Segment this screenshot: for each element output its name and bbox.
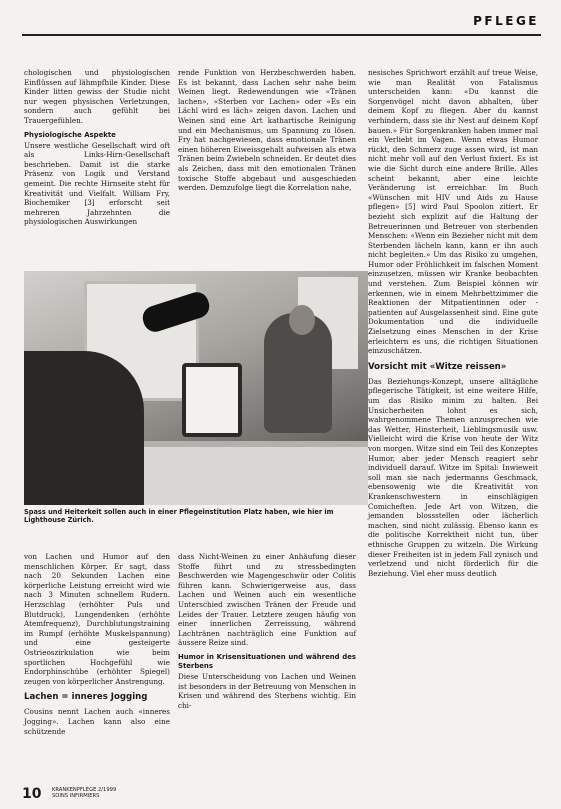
paragraph: Das Beziehungs-Konzept, unsere alltägliche pflegerische Tätigkeit, ist eine weitere Hilfe, um das Risiko minim zu halten. Bei Unsicherheiten lohnt es sich, wahrgenommene Themen anzusprechen wie das Wetter, Hinsterheit, Lieblingsmusik usw. Vielleicht wird die Krise von heute der Witz von morgen. Witze sind ein Teil des Konzeptes Humor, aber jeder Mensch reagiert sehr individuell darauf. Witze im Spital: Inwieweit soll man sie nach jedermanns Geschmack, ebensowenig wie die Kreativität von Krankenschwestern in einschlägigen Comicheften. Jede Art von Witzen, die jemanden blossstellen oder lächerlich machen, sind nicht zulässig. Ebenso kann es die politische Korrektheit nicht tun, über ethnische Gruppen zu witzeln. Die Wirkung dieser Freiheiten ist in jedem Fall zynisch und verletzend und nicht förderlich für die Beziehung. Viel eher muss deutlich xyxy=(368,376,538,578)
paragraph: dass Nicht-Weinen zu einer Anhäufung dieser Stoffe führt und zu stressbedingten Beschwerden wie Magengeschwür oder Colitis führen kann. Schwierigerweise aus, dass Lachen und Weinen auch ein wesentliche Unterschied zwischen Tränen der Freude und Leides der Trauer. Letztere zeugen häufig von einer innerlichen Zerreissung, während Lachtränen nachträglich eine Funktion auf äussere Reize sind. xyxy=(178,552,356,648)
column-1-bottom xyxy=(24,552,170,736)
publication-info xyxy=(52,787,116,799)
paragraph: Cousins nennt Lachen auch «inneres Jogging». Lachen kann also eine schützende xyxy=(24,707,170,736)
page-number: 10 xyxy=(22,786,42,802)
paragraph: Diese Unterscheidung von Lachen und Weinen ist besonders in der Betreuung von Menschen in Krisen und während des Sterbens wichtig. Ein chi- xyxy=(178,671,356,710)
paragraph: Unsere westliche Gesellschaft wird oft als Links-Hirn-Gesellschaft beschrieben. Damit ist die starke Präsenz von Logik und Verstand gemeint. Die rechte Hirnseite steht für Kreativität und Vielfalt. William Fry, Biochemiker [3] erforscht seit mehreren Jahrzehnten die physiologischen Auswirkungen xyxy=(24,140,170,227)
paragraph: chologischen und physiologischen Einflüssen auf lähmpfhile Kinder. Diese Kinder litten gewiss der Studie nicht nur wegen physischen Verletzungen, sondern auch gefühlt bei Trauergefühlen. xyxy=(24,68,170,125)
header-rule xyxy=(22,34,541,36)
subheading-humor-in-krisensituationen: Humor in Krisensituationen und während des Sterbens xyxy=(178,652,356,670)
paragraph: rende Funktion von Herzbeschwerden haben. Es ist bekannt, dass Lachen sehr nahe beim Weinen liegt. Redewendungen wie «Tränen lachen», «Sterben vor Lachen» oder «Es ein Lächl wird es läch» zeigen davon. Lachen und Weinen sind eine Art kathartische Reinigung und ein Mechanismus, um Spannung zu lösen. Fry hat nachgewiesen, dass emotionale Tränen einen höheren Eiweissgehalt aufweisen als etwa Tränen beim Zwiebeln schneiden. Er deutet dies als Zeichen, dass mit den emotionalen Tränen toxische Stoffe abgebaut und ausgeschieden werden. Demzufolge liegt die Korrelation nahe, xyxy=(178,68,356,193)
section-title: PFLEGE xyxy=(473,14,539,28)
paragraph: von Lachen und Humor auf den menschlichen Körper. Er sagt, dass nach 20 Sekunden Lachen eine körperliche Leistung erreicht wird wie nach 3 Minuten schnellem Rudern. Herzschlag (erhöhter Puls und Blutdruck), Lungendenken (erhöhte Atemfrequenz), Durchblutungstraining im Rumpf (erhöhte Muskelspannung) und eine gesteigerte Ostrieoszirkulation wie beim sportlichen Hochgefühl wie Endorphinschübe (erhöhter Spiegel) zeugen von körperlicher Anstrengung. xyxy=(24,552,170,686)
article-photo xyxy=(24,271,368,505)
column-2-top xyxy=(178,68,356,193)
column-1-top xyxy=(24,68,170,227)
publication-line: SOINS INFIRMIERS xyxy=(52,793,100,800)
photo-chair xyxy=(182,363,242,437)
photo-person-foreground xyxy=(24,351,144,505)
paragraph: nesisches Sprichwort erzählt auf treue Weise, wie man Realität von Fatalismus unterscheiden kann: «Du kannst die Sorgenvögel nicht davon abhalten, über deinem Kopf zu fliegen. Aber du kannst verhindern, dass sie ihr Nest auf deinem Kopf bauen.» Für Sorgenkranken haben immer mal ein Verliebt im Vagen. Wenn etwas Humor rückt, den Schmerz zuge assen wird, ist man nicht mehr voll auf den Verlust fixiert. Es ist wie die Sicht durch eine andere Brille. Alles scheint bekannt, aber eine leichte Veränderung ist erreichbar. Im Buch «Wünschen mit HIV und Aids zu Hause pflegen» [5] wird Paul Spoolon zitiert. Er bezieht sich explizit auf die Haltung der Betreuerinnen und Betreuer von sterbenden Menschen: «Wenn ein Bezieher nicht mit dem Sterbenden lächeln kann, kann er ihn auch nicht begleiten.» Um das Risiko zu umgehen, Humor oder Fröhlichkeit im falschen Moment einzusetzen, müssen wir Kranke beobachten und verstehen. Zum Beispiel können wir erkennen, wie in einem Mehrbettzimmer die Reaktionen der Mitpatientinnen oder -patienten auf Ausgelassenheit sind. Eine gute Dokumentation und die individuelle Zielsetzung eines Menschen in der Krise erleichtern es uns, die richtigen Situationen einzuschätzen. xyxy=(368,68,538,356)
subheading-physiologische-aspekte: Physiologische Aspekte xyxy=(24,130,116,139)
subheading-lachen-inneres-jogging: Lachen = inneres Jogging xyxy=(24,692,148,703)
column-3 xyxy=(368,68,538,578)
photo-caption: Spass und Heiterkeit sollen auch in einer Pflegeinstitution Platz haben, wie hier im Lighthouse Zürich. xyxy=(24,508,334,525)
publication-line: KRANKENPFLEGE 2/1999 xyxy=(52,787,117,793)
photo-person-head xyxy=(289,305,315,335)
subheading-vorsicht-mit-witze: Vorsicht mit «Witze reissen» xyxy=(368,361,507,372)
column-2-bottom xyxy=(178,552,356,710)
